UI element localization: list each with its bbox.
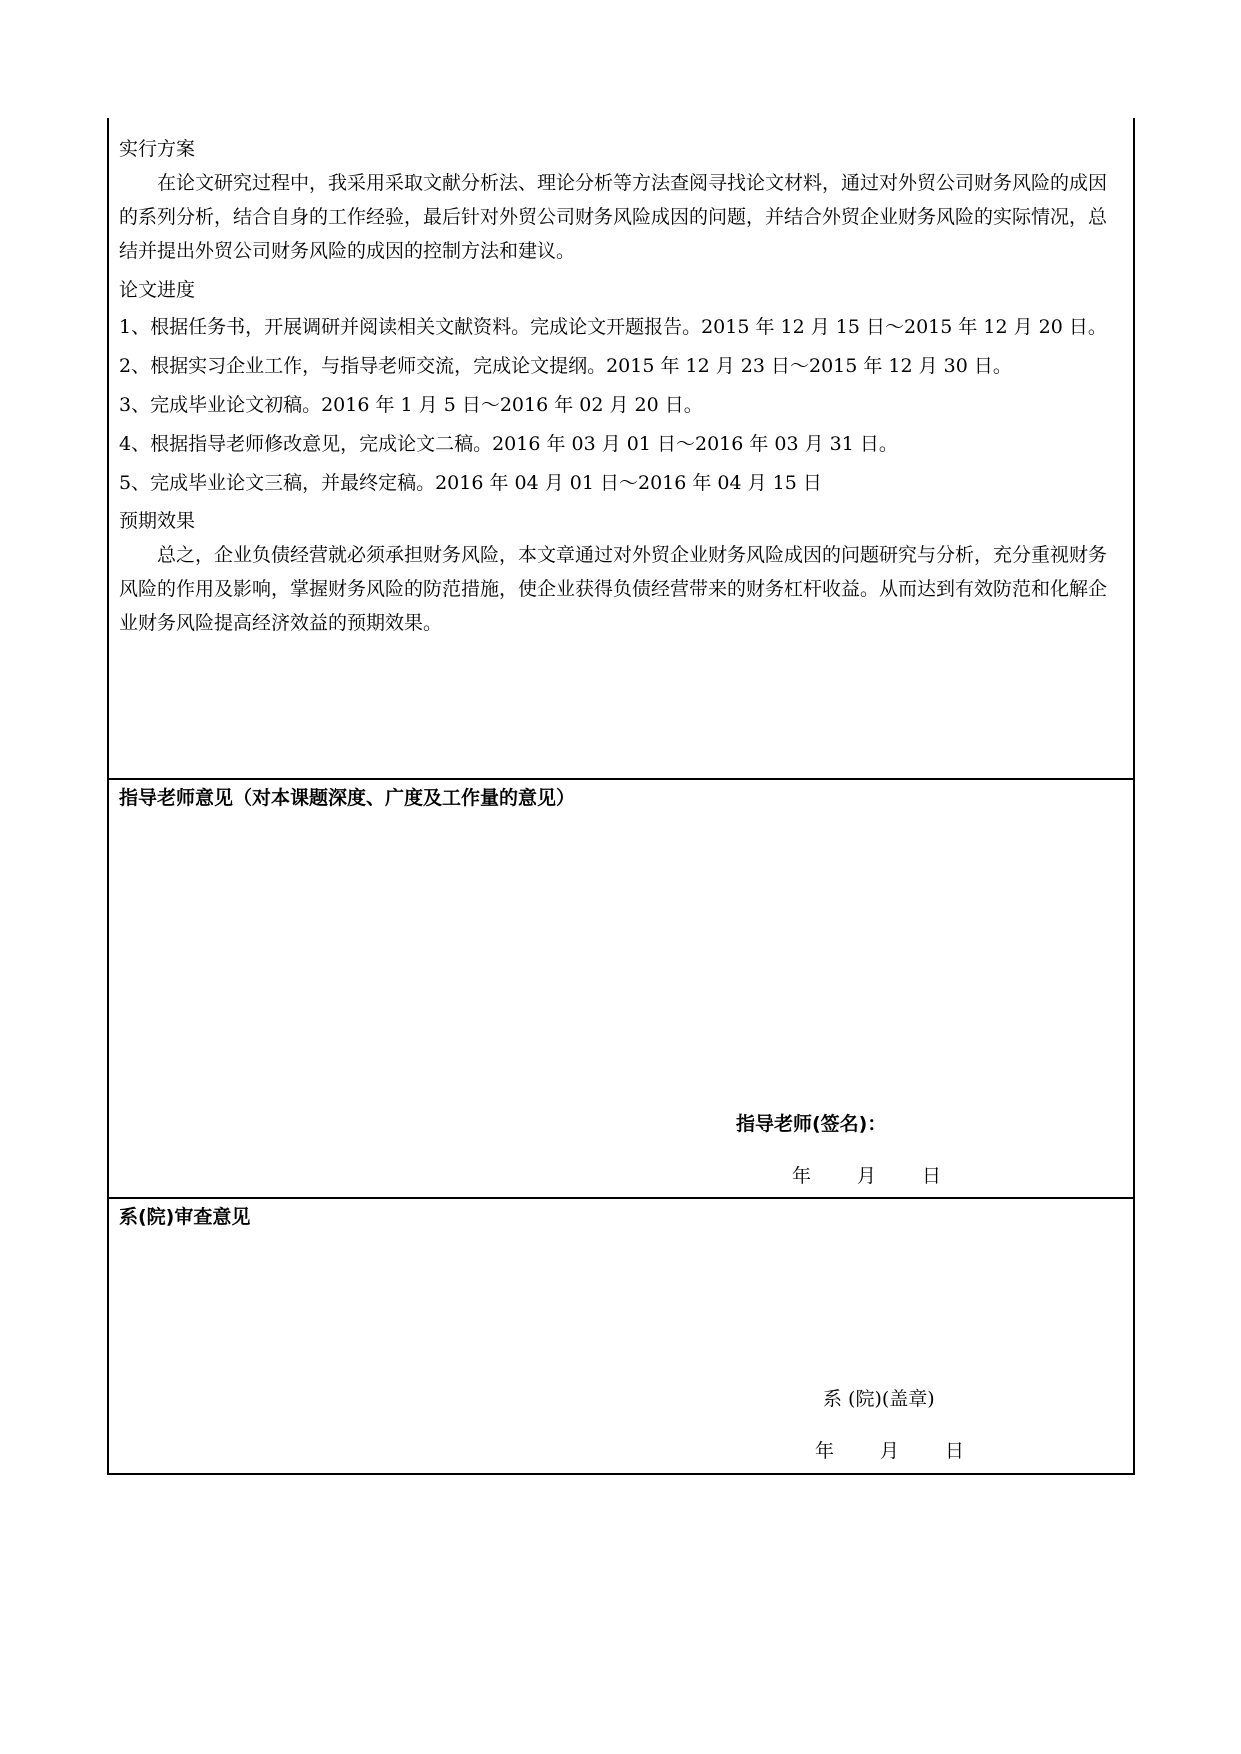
proposal-form-table (107, 118, 1135, 1475)
expected-paragraph: 总之，企业负债经营就必须承担财务风险，本文章通过对外贸企业财务风险成因的问题研究与分析，充分重视财务风险的作用及影响，掌握财务风险的防范措施，使企业获得负债经营带来的财务杠杆收益。从而达到有效防范和化解企业财务风险提高经济效益的预期效果。 (119, 544, 1108, 634)
schedule-item: 2、根据实习企业工作，与指导老师交流，完成论文提纲。2015 年 12 月 23 日～2015 年 12 月 30 日。 (119, 355, 1012, 377)
plan-paragraph: 在论文研究过程中，我采用采取文献分析法、理论分析等方法查阅寻找论文材料，通过对外贸公司财务风险的成因的系列分析，结合自身的工作经验，最后针对外贸公司财务风险成因的问题，并结合外贸企业财务风险的实际情况，总结并提出外贸公司财务风险的成因的控制方法和建议。 (119, 172, 1108, 262)
department-date-line (815, 1436, 964, 1463)
advisor-signature-label: 指导老师(签名)： (736, 1113, 887, 1135)
plan-section (109, 118, 1133, 780)
department-review-heading: 系(院)审查意见 (119, 1206, 251, 1228)
date-year-label: 年 (815, 1440, 835, 1462)
advisor-opinion-heading: 指导老师意见（对本课题深度、广度及工作量的意见） (119, 787, 576, 809)
date-year-label: 年 (792, 1165, 812, 1187)
expected-heading: 预期效果 (119, 510, 196, 532)
date-month-label: 月 (880, 1440, 900, 1462)
advisor-date-line (792, 1161, 941, 1188)
date-day-label: 日 (945, 1440, 965, 1462)
date-day-label: 日 (922, 1165, 942, 1187)
department-stamp-label: 系 (院)(盖章) (823, 1388, 935, 1410)
date-month-label: 月 (857, 1165, 877, 1187)
schedule-item: 3、完成毕业论文初稿。2016 年 1 月 5 日～2016 年 02 月 20 日。 (119, 394, 703, 416)
department-review-section (109, 1199, 1133, 1473)
schedule-item: 4、根据指导老师修改意见，完成论文二稿。2016 年 03 月 01 日～2016 年 03 月 31 日。 (119, 433, 898, 455)
schedule-heading: 论文进度 (119, 279, 196, 301)
schedule-list (119, 310, 1123, 500)
plan-heading: 实行方案 (119, 138, 196, 160)
schedule-item: 1、根据任务书，开展调研并阅读相关文献资料。完成论文开题报告。2015 年 12 月 15 日～2015 年 12 月 20 日。 (119, 316, 1107, 338)
advisor-opinion-section (109, 780, 1133, 1199)
schedule-item: 5、完成毕业论文三稿，并最终定稿。2016 年 04 月 01 日～2016 年 04 月 15 日 (119, 472, 822, 494)
